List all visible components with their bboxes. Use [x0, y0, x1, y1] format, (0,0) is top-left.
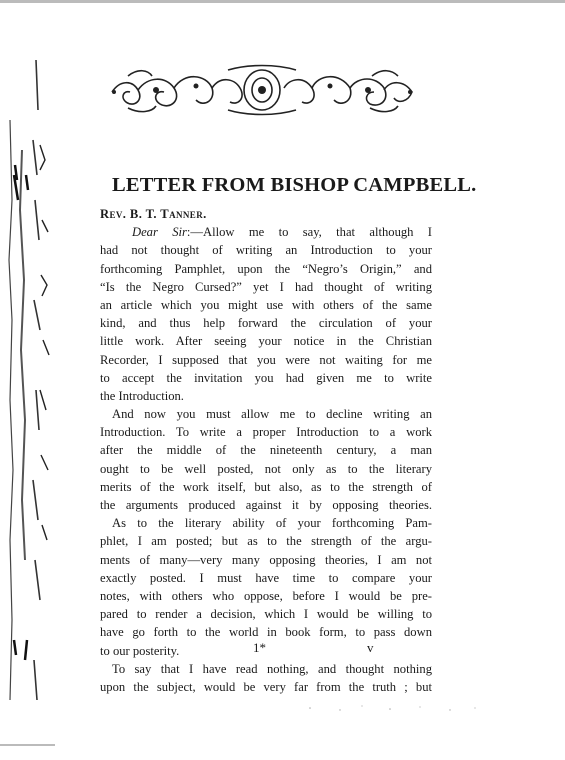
binding-gutter	[0, 0, 70, 760]
text-line: after the middle of the nineteenth century, a man	[100, 443, 432, 458]
page-footer	[100, 640, 432, 658]
text-line: had not thought of writing an Introduction to your	[100, 243, 432, 258]
text-line: have go forth to the world in book form, to pass down	[100, 625, 432, 640]
paragraph-1	[100, 223, 432, 405]
decorative-headpiece-ornament	[108, 62, 416, 118]
text-line: And now you must allow me to decline writing an	[112, 407, 432, 422]
page-number: v	[367, 640, 374, 655]
letter-body	[100, 205, 432, 696]
text-line: phlet, I am posted; but as to the strength of the argu-	[100, 534, 432, 549]
page-top-edge	[0, 0, 565, 3]
text-line: the arguments produced against it by opposing theories.	[100, 498, 432, 512]
text-line: Dear Sir:—Allow me to say, that although I	[132, 225, 432, 240]
text-line: notes, with others who oppose, before I would be pre-	[100, 588, 432, 603]
text-line: forthcoming Pamphlet, upon the “Negro’s Origin,” and	[100, 261, 432, 276]
text-line: To say that I have read nothing, and thought nothing	[112, 661, 432, 676]
text-line: the Introduction.	[100, 388, 184, 403]
text-line: As to the literary ability of your forthcoming Pam-	[112, 516, 432, 531]
text-line: pared to render a decision, which I would be willing to	[100, 607, 432, 622]
text-line: “Is the Negro Cursed?” yet I had thought of writing	[100, 279, 432, 294]
text-line: an article which you might use with others of the same	[100, 297, 432, 312]
text-line: Recorder, I supposed that you were not waiting for me	[100, 352, 432, 367]
text-line: kind, and thus help forward the circulation of your	[100, 316, 432, 331]
signature-mark: 1*	[253, 640, 266, 655]
text-line: to our posterity.	[100, 643, 180, 658]
text-line: ments of many—very many opposing theories, I am not	[100, 552, 432, 567]
letter-title: LETTER FROM BISHOP CAMPBELL.	[112, 174, 477, 196]
paragraph-2	[100, 405, 432, 514]
paragraph-4	[100, 660, 432, 696]
greeting: Dear Sir	[132, 225, 187, 240]
text-line: Introduction. To write a proper Introduction to a work	[100, 425, 432, 440]
text-line: to accept the invitation you had given me to write	[100, 370, 432, 385]
text-line: little work. After seeing your notice in the Christian	[100, 334, 432, 349]
text-line: merits of the work itself, but also, as to the strength of	[100, 479, 432, 494]
paragraph-3	[100, 514, 432, 660]
text-line: ought to be well posted, not only as to the literary	[100, 461, 432, 476]
text-line: upon the subject, would be very far from the truth ; but	[100, 679, 432, 694]
text-line: exactly posted. I must have time to compare your	[100, 570, 432, 585]
paper-speckle	[300, 700, 500, 720]
letter-salutation: Rev. B. T. Tanner.	[100, 207, 207, 221]
